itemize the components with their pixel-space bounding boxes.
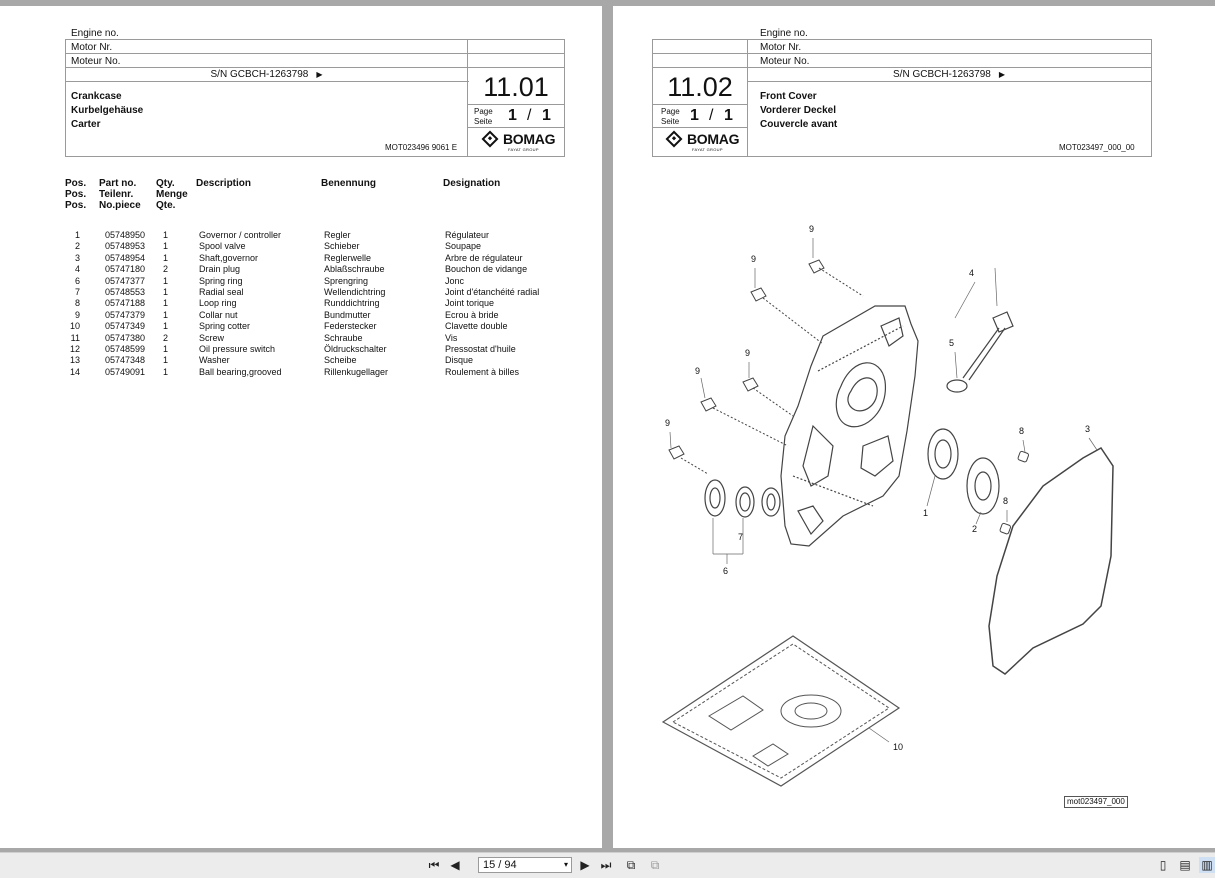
left-page-total: 1 [542,107,551,124]
parts-cell-part: 05747180 [105,264,146,275]
callout-label: 4 [969,268,975,278]
parts-cell-benennung: Regler [324,230,351,240]
parts-cell-description: Washer [199,355,230,366]
col-benennung-header: Benennung [321,178,376,189]
right-serial-number: S/N GCBCH-1263798 ▶ [893,69,1005,80]
parts-cell-qty: 1 [163,241,169,252]
parts-cell-qty: 2 [163,332,169,343]
right-doc-ref: MOT023497_000_00 [1059,143,1135,152]
right-bomag-logo: BOMAG FAYAT GROUP [668,132,739,146]
left-title-de: Kurbelgehäuse [71,105,144,116]
right-title-de: Vorderer Deckel [760,105,836,116]
parts-cell-pos: 9 [74,309,80,320]
parts-cell-qty: 1 [163,298,169,309]
parts-cell-part: 05748599 [105,343,146,354]
parts-cell-description: Oil pressure switch [199,343,276,354]
parts-cell-qty: 1 [163,321,169,332]
callout-label: 9 [665,418,671,428]
parts-cell-part: 05747349 [105,321,146,332]
parts-cell-designation: Ecrou à bride [445,309,499,320]
two-page-view-icon[interactable]: ▥ [1199,857,1215,873]
parts-cell-part: 05748953 [105,241,146,252]
parts-cell-part: 05749091 [105,366,146,377]
parts-cell-description: Ball bearing,grooved [199,366,282,377]
parts-cell-qty: 1 [163,275,169,286]
right-page-total: 1 [724,107,733,124]
parts-cell-qty: 1 [163,252,169,263]
previous-page-button[interactable]: ◀ [450,858,460,872]
parts-cell-qty: 1 [163,355,169,366]
parts-cell-benennung: Federstecker [324,321,377,332]
bomag-diamond-icon [482,131,499,148]
first-page-button[interactable]: ⏮ [428,858,440,872]
parts-cell-pos: 13 [69,355,80,366]
parts-cell-part: 05748950 [105,230,146,240]
gasket-drawing [989,448,1113,674]
parts-cell-benennung: Schieber [324,241,360,252]
parts-cell-part: 05747348 [105,355,146,366]
left-page-label: Page [474,107,493,116]
parts-cell-benennung: Schraube [324,332,363,343]
parts-cell-designation: Jonc [445,275,465,286]
right-page [613,6,1215,848]
parts-cell-qty: 2 [163,264,169,275]
callout-label: 6 [723,566,729,576]
parts-cell-qty: 1 [163,366,169,377]
front-cover-drawing [781,306,918,546]
parts-cell-designation: Pressostat d'huile [445,343,516,354]
diagram-id-label: mot023497_000 [1064,796,1128,808]
parts-cell-benennung: Scheibe [324,355,357,366]
parts-cell-part: 05747377 [105,275,146,286]
parts-cell-description: Collar nut [199,309,238,320]
parts-cell-designation: Vis [445,332,458,343]
parts-cell-description: Spring ring [199,275,243,286]
callout-label: 9 [745,348,751,358]
parts-cell-pos: 4 [74,264,80,275]
parts-cell-description: Screw [199,332,225,343]
right-page-current: 1 [690,107,699,124]
parts-cell-benennung: Ablaßschraube [324,264,385,275]
col-qty-header: Qty. Menge Qte. [156,178,188,211]
rotate-view-icon[interactable]: ⧉ [626,858,636,872]
parts-cell-designation: Régulateur [445,230,490,240]
left-serial-number: S/N GCBCH-1263798 ▶ [210,69,323,80]
col-part-header: Part no. Teilenr. No.piece [99,178,141,211]
right-moteur-no-label: Moteur No. [760,56,810,67]
parts-cell-designation: Soupape [445,241,482,252]
left-title-fr: Carter [71,119,101,130]
parts-cell-designation: Joint torique [445,298,495,309]
parts-cell-pos: 8 [74,298,80,309]
parts-cell-pos: 12 [69,343,80,354]
callout-label: 8 [1003,496,1009,506]
seal-bearing-drawings [705,429,999,517]
left-title-en: Crankcase [71,91,122,102]
parts-cell-description: Radial seal [199,286,244,297]
parts-cell-benennung: Reglerwelle [324,252,372,263]
callout-label: 10 [893,742,904,752]
parts-cell-pos: 3 [74,252,80,263]
callout-label: 9 [751,254,757,264]
right-engine-no-label: Engine no. [760,28,808,39]
callout-label: 9 [809,224,815,234]
parts-cell-qty: 1 [163,230,169,240]
loop-ring-drawings [1000,451,1030,535]
parts-cell-description: Loop ring [199,298,237,309]
single-page-view-icon[interactable]: ▯ [1159,858,1167,872]
right-page-label: Page [661,107,680,116]
parts-cell-benennung: Runddichtring [324,298,380,309]
left-motor-nr-label: Motor Nr. [71,42,113,53]
last-page-button[interactable]: ⏭ [600,858,612,872]
callout-label: 5 [949,338,955,348]
parts-cell-description: Drain plug [199,264,241,275]
parts-cell-description: Spool valve [199,241,246,252]
parts-cell-part: 05748553 [105,286,146,297]
parts-cell-benennung: Öldruckschalter [324,343,387,354]
parts-cell-description: Shaft,governor [199,252,259,263]
callout-label: 9 [695,366,701,376]
left-engine-no-label: Engine no. [71,28,119,39]
callout-label: 7 [738,532,744,542]
parts-cell-benennung: Sprengring [324,275,369,286]
next-page-button[interactable]: ▶ [580,858,590,872]
parts-cell-designation: Arbre de régulateur [445,252,523,263]
parts-cell-designation: Disque [445,355,474,366]
right-seite-label: Seite [661,117,680,126]
parts-cell-pos: 11 [70,332,80,343]
callout-label: 3 [1085,424,1091,434]
parts-cell-qty: 1 [163,309,169,320]
right-title-fr: Couvercle avant [760,119,838,130]
page-number-select[interactable]: 15 / 94 ▾ [478,857,572,873]
parts-cell-description: Governor / controller [199,230,282,240]
left-bomag-logo: BOMAG FAYAT GROUP [484,132,555,146]
chevron-down-icon: ▾ [563,860,568,869]
exploded-parts-diagram [613,6,1215,848]
left-moteur-no-label: Moteur No. [71,56,121,67]
parts-cell-part: 05747379 [105,309,146,320]
right-page-sep: / [709,107,714,124]
left-part-title [71,90,143,132]
left-page-current: 1 [508,107,517,124]
parts-cell-designation: Clavette double [445,321,508,332]
parts-cell-pos: 10 [69,321,80,332]
parts-cell-benennung: Bundmutter [324,309,371,320]
parts-cell-designation: Roulement à billes [445,366,520,377]
left-section-number: 11.01 [483,72,549,102]
right-title-en: Front Cover [760,91,817,102]
parts-cell-pos: 14 [69,366,80,377]
left-doc-ref: MOT023496 9061 E [385,143,458,152]
left-page-sep: / [527,107,532,124]
parts-cell-qty: 1 [163,286,169,297]
callout-label: 2 [972,524,978,534]
continuous-view-icon[interactable]: ▤ [1179,858,1191,872]
parts-cell-description: Spring cotter [199,321,251,332]
callout-label: 1 [923,508,929,518]
callout-leaders [670,238,1097,742]
col-designation-header: Designation [443,178,501,189]
copy-view-icon[interactable]: ⧉ [650,858,660,872]
gasket-plate-drawing [663,636,899,786]
viewer-toolbar [0,852,1215,878]
parts-cell-benennung: Wellendichtring [324,286,386,297]
right-section-number: 11.02 [667,72,733,102]
parts-cell-part: 05748954 [105,252,146,263]
parts-cell-designation: Bouchon de vidange [445,264,528,275]
parts-cell-pos: 7 [74,286,80,297]
col-pos-header: Pos. Pos. Pos. [65,178,87,211]
parts-cell-part: 05747380 [105,332,146,343]
parts-cell-part: 05747188 [105,298,146,309]
col-description-header: Description [196,178,252,189]
governor-shaft-drawing [947,312,1013,392]
left-seite-label: Seite [474,117,493,126]
parts-cell-designation: Joint d'étanchéité radial [445,286,540,297]
parts-cell-pos: 6 [74,275,80,286]
parts-cell-pos: 2 [74,241,80,252]
parts-cell-pos: 1 [74,230,80,240]
parts-cell-benennung: Rillenkugellager [324,366,389,377]
left-page [0,6,602,848]
callout-label: 8 [1019,426,1025,436]
right-motor-nr-label: Motor Nr. [760,42,802,53]
parts-cell-qty: 1 [163,343,169,354]
